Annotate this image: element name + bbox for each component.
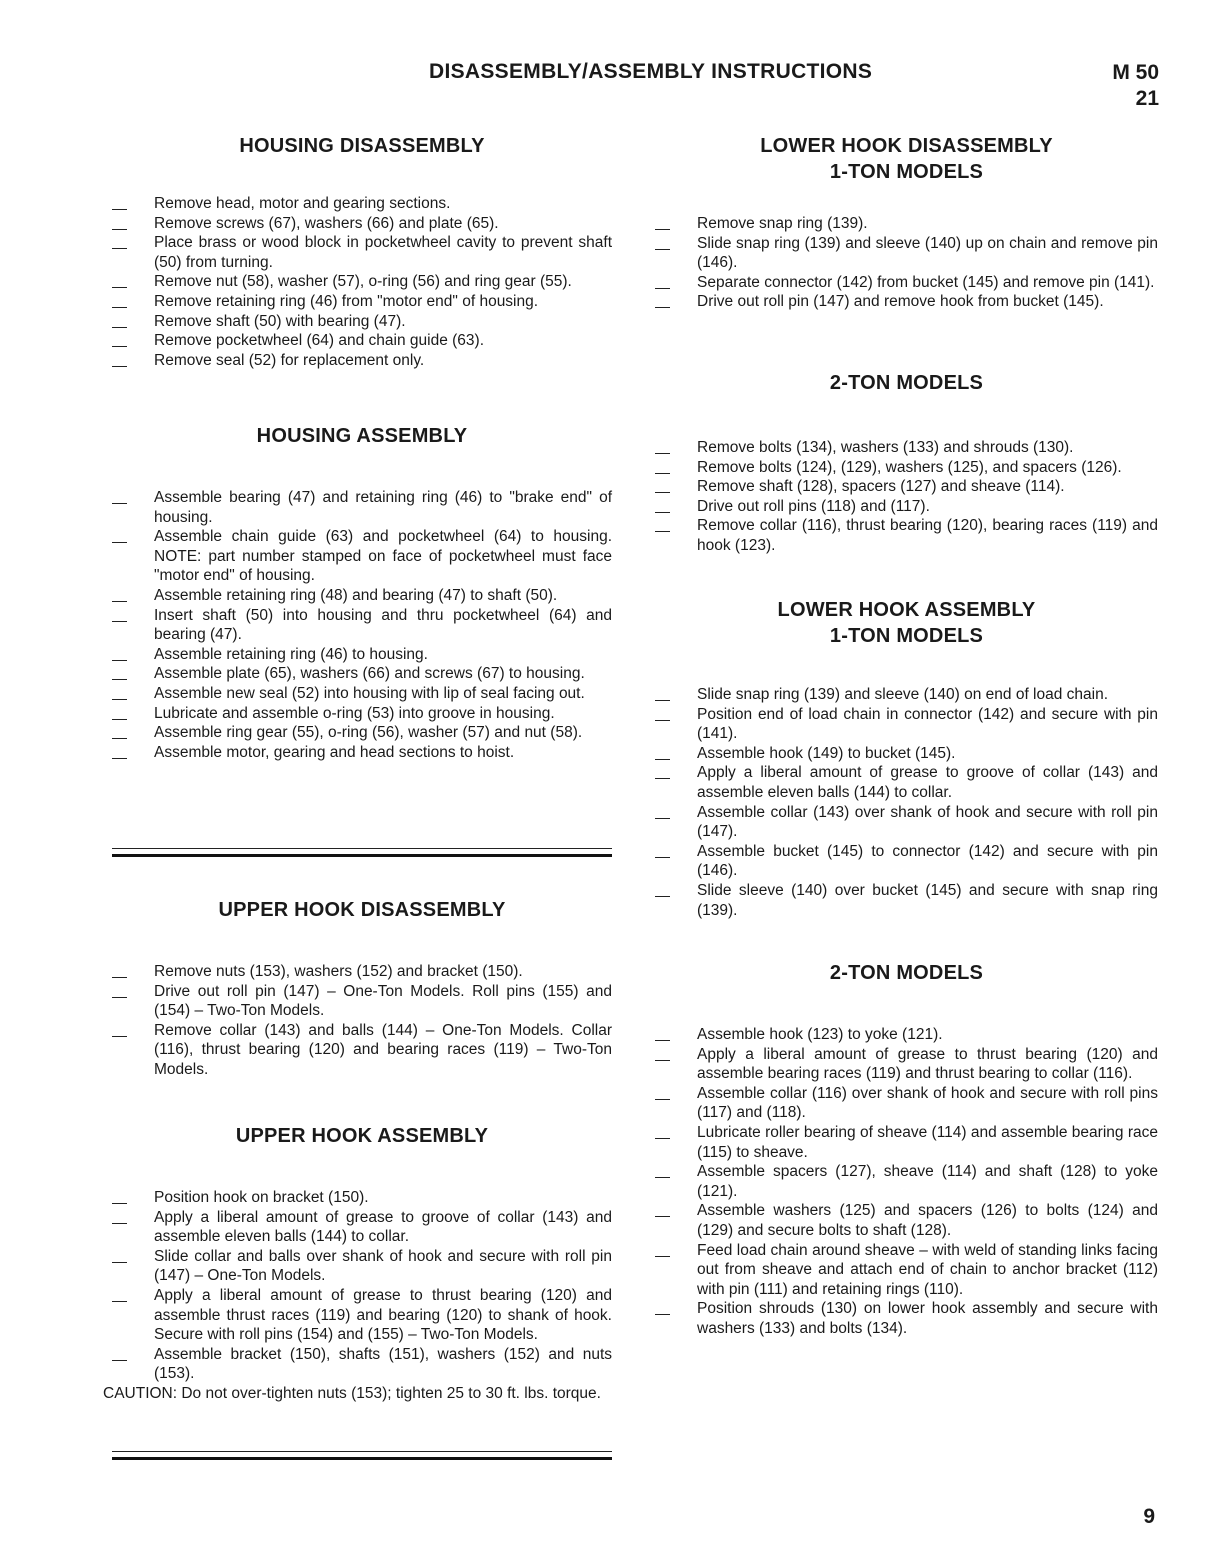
- list-item: Assemble hook (149) to bucket (145).: [655, 744, 1158, 764]
- section-heading: HOUSING DISASSEMBLY: [239, 135, 485, 157]
- checkbox-line: [112, 327, 127, 328]
- upper-hook-assembly-steps: [103, 1188, 612, 1404]
- list-item: Remove snap ring (139).: [655, 214, 1158, 234]
- lower-hook-assembly-steps: [655, 685, 1158, 920]
- list-item: Assemble washers (125) and spacers (126) to bolts (124) and (129) and secure bolts to shaft (128).: [655, 1201, 1158, 1240]
- checkbox-line: [112, 758, 127, 759]
- list-item: Remove screws (67), washers (66) and plate (65).: [112, 214, 612, 234]
- checkbox-line: [112, 1223, 127, 1224]
- list-item: Apply a liberal amount of grease to thrust bearing (120) and assemble thrust races (119) and bearing (120) to shank of hook. Secure with roll pins (154) and (155) – Two-Ton Models.: [112, 1286, 612, 1345]
- list-item: Slide snap ring (139) and sleeve (140) up on chain and remove pin (146).: [655, 234, 1158, 273]
- checkbox-line: [655, 1216, 670, 1217]
- lower-hook-disassembly-two-ton-steps: [655, 438, 1158, 556]
- section-number: 21: [1135, 87, 1159, 110]
- checkbox-line: [112, 977, 127, 978]
- section-heading: 2-TON MODELS: [829, 372, 984, 394]
- checkbox-line: [655, 700, 670, 701]
- list-item: Remove shaft (50) with bearing (47).: [112, 312, 612, 332]
- checkbox-line: [112, 997, 127, 998]
- list-item: Assemble motor, gearing and head sections to hoist.: [112, 743, 612, 763]
- checkbox-line: [655, 1040, 670, 1041]
- page-title: DISASSEMBLY/ASSEMBLY INSTRUCTIONS: [429, 60, 873, 83]
- list-item: Assemble retaining ring (48) and bearing (47) to shaft (50).: [112, 586, 612, 606]
- checkbox-line: [655, 818, 670, 819]
- checkbox-line: [655, 778, 670, 779]
- lower-hook-disassembly-two-ton-section: [655, 370, 1158, 396]
- list-item: Drive out roll pin (147) and remove hook from bucket (145).: [655, 292, 1158, 312]
- list-item: Slide sleeve (140) over bucket (145) and secure with snap ring (139).: [655, 881, 1158, 920]
- checkbox-line: [112, 719, 127, 720]
- lower-hook-assembly-section: [655, 597, 1158, 649]
- list-item: Assemble bearing (47) and retaining ring (46) to "brake end" of housing.: [112, 488, 612, 527]
- checkbox-line: [112, 542, 127, 543]
- checkbox-line: [655, 307, 670, 308]
- checkbox-line: [655, 857, 670, 858]
- list-item: Remove bolts (124), (129), washers (125), and spacers (126).: [655, 458, 1158, 478]
- list-item: Apply a liberal amount of grease to thrust bearing (120) and assemble bearing races (119) and thrust bearing to collar (116).: [655, 1045, 1158, 1084]
- checkbox-line: [112, 660, 127, 661]
- list-item: Position end of load chain in connector (142) and secure with pin (141).: [655, 705, 1158, 744]
- checkbox-line: [655, 531, 670, 532]
- list-item: Insert shaft (50) into housing and thru pocketwheel (64) and bearing (47).: [112, 606, 612, 645]
- checkbox-line: [112, 1203, 127, 1204]
- list-item: Position hook on bracket (150).: [112, 1188, 612, 1208]
- checkbox-line: [112, 1360, 127, 1361]
- list-item: Remove collar (143) and balls (144) – One-Ton Models. Collar (116), thrust bearing (120) and bearing races (119) – Two-Ton Models.: [112, 1021, 612, 1080]
- list-item: Assemble collar (116) over shank of hook and secure with roll pins (117) and (118).: [655, 1084, 1158, 1123]
- checkbox-line: [655, 492, 670, 493]
- checkbox-line: [112, 287, 127, 288]
- section-divider: [112, 848, 612, 857]
- checkbox-line: [655, 896, 670, 897]
- list-item: Remove collar (116), thrust bearing (120), bearing races (119) and hook (123).: [655, 516, 1158, 555]
- checkbox-line: [112, 366, 127, 367]
- model-label: M 50: [1112, 61, 1159, 84]
- list-item: Assemble spacers (127), sheave (114) and shaft (128) to yoke (121).: [655, 1162, 1158, 1201]
- list-item: Apply a liberal amount of grease to groove of collar (143) and assemble eleven balls (144) to collar.: [112, 1208, 612, 1247]
- list-item: Lubricate and assemble o-ring (53) into groove in housing.: [112, 704, 612, 724]
- checkbox-line: [112, 307, 127, 308]
- list-item: Assemble collar (143) over shank of hook and secure with roll pin (147).: [655, 803, 1158, 842]
- section-heading: LOWER HOOK DISASSEMBLY: [760, 135, 1053, 157]
- checkbox-line: [112, 503, 127, 504]
- list-item: Assemble ring gear (55), o-ring (56), washer (57) and nut (58).: [112, 723, 612, 743]
- upper-hook-disassembly-steps: [112, 962, 612, 1080]
- checkbox-line: [655, 249, 670, 250]
- lower-hook-assembly-two-ton-section: [655, 960, 1158, 986]
- lower-hook-assembly-two-ton-steps: [655, 1025, 1158, 1339]
- upper-hook-disassembly-section: [112, 897, 612, 923]
- list-item: Drive out roll pins (118) and (117).: [655, 497, 1158, 517]
- housing-assembly-section: [112, 423, 612, 449]
- checkbox-line: [655, 288, 670, 289]
- checkbox-line: [655, 1256, 670, 1257]
- checkbox-line: [655, 453, 670, 454]
- list-item: Assemble bucket (145) to connector (142) and secure with pin (146).: [655, 842, 1158, 881]
- list-item: Slide snap ring (139) and sleeve (140) on end of load chain.: [655, 685, 1158, 705]
- section-heading: UPPER HOOK ASSEMBLY: [235, 1125, 489, 1147]
- lower-hook-disassembly-section: [655, 133, 1158, 185]
- checkbox-line: [655, 1138, 670, 1139]
- list-item: Slide collar and balls over shank of hook and secure with roll pin (147) – One-Ton Models.: [112, 1247, 612, 1286]
- checkbox-line: [112, 738, 127, 739]
- checkbox-line: [655, 1177, 670, 1178]
- checkbox-line: [112, 209, 127, 210]
- list-item: Feed load chain around sheave – with weld of standing links facing out from sheave and attach end of chain to anchor bracket (112) with pin (111) and retaining rings (110).: [655, 1241, 1158, 1300]
- housing-disassembly-steps: [112, 194, 612, 370]
- list-item: Remove bolts (134), washers (133) and shrouds (130).: [655, 438, 1158, 458]
- section-heading: HOUSING ASSEMBLY: [256, 425, 468, 447]
- list-item: Remove shaft (128), spacers (127) and sheave (114).: [655, 477, 1158, 497]
- caution-note: CAUTION: Do not over-tighten nuts (153); tighten 25 to 30 ft. lbs. torque.: [103, 1384, 601, 1402]
- checkbox-line: [112, 248, 127, 249]
- page-number: 9: [1143, 1505, 1155, 1528]
- checkbox-line: [655, 759, 670, 760]
- list-item: Apply a liberal amount of grease to groove of collar (143) and assemble eleven balls (144) to collar.: [655, 763, 1158, 802]
- checkbox-line: [112, 229, 127, 230]
- list-item: Place brass or wood block in pocketwheel cavity to prevent shaft (50) from turning.: [112, 233, 612, 272]
- list-item: Assemble chain guide (63) and pocketwheel (64) to housing. NOTE: part number stamped on face of pocketwheel must face "motor end" of housing.: [112, 527, 612, 586]
- list-item: Drive out roll pin (147) – One-Ton Models. Roll pins (155) and (154) – Two-Ton Models.: [112, 982, 612, 1021]
- list-item: Separate connector (142) from bucket (145) and remove pin (141).: [655, 273, 1158, 293]
- list-item: Assemble hook (123) to yoke (121).: [655, 1025, 1158, 1045]
- checkbox-line: [112, 1262, 127, 1263]
- list-item: Remove nut (58), washer (57), o-ring (56) and ring gear (55).: [112, 272, 612, 292]
- upper-hook-assembly-section: [112, 1123, 612, 1149]
- list-item: Lubricate roller bearing of sheave (114) and assemble bearing race (115) to sheave.: [655, 1123, 1158, 1162]
- list-item: Assemble plate (65), washers (66) and screws (67) to housing.: [112, 664, 612, 684]
- list-item: Assemble retaining ring (46) to housing.: [112, 645, 612, 665]
- section-heading: UPPER HOOK DISASSEMBLY: [218, 899, 506, 921]
- list-item: Remove head, motor and gearing sections.: [112, 194, 612, 214]
- section-heading: 2-TON MODELS: [829, 962, 984, 984]
- checkbox-line: [655, 1060, 670, 1061]
- lower-hook-disassembly-steps: [655, 214, 1158, 312]
- model-code: [1112, 60, 1159, 112]
- section-divider: [112, 1451, 612, 1460]
- list-item: Assemble bracket (150), shafts (151), washers (152) and nuts (153).: [112, 1345, 612, 1384]
- checkbox-line: [655, 473, 670, 474]
- section-heading: LOWER HOOK ASSEMBLY: [777, 599, 1036, 621]
- checkbox-line: [655, 1099, 670, 1100]
- section-subheading: 1-TON MODELS: [829, 161, 984, 183]
- housing-assembly-steps: [112, 488, 612, 762]
- checkbox-line: [112, 699, 127, 700]
- checkbox-line: [655, 720, 670, 721]
- checkbox-line: [655, 512, 670, 513]
- checkbox-line: [112, 346, 127, 347]
- list-item: Remove seal (52) for replacement only.: [112, 351, 612, 371]
- list-item: Position shrouds (130) on lower hook assembly and secure with washers (133) and bolts (134).: [655, 1299, 1158, 1338]
- checkbox-line: [112, 1301, 127, 1302]
- checkbox-line: [112, 679, 127, 680]
- list-item: Assemble new seal (52) into housing with lip of seal facing out.: [112, 684, 612, 704]
- list-item: Remove pocketwheel (64) and chain guide (63).: [112, 331, 612, 351]
- list-item: Remove nuts (153), washers (152) and bracket (150).: [112, 962, 612, 982]
- housing-disassembly-section: [112, 133, 612, 159]
- checkbox-line: [655, 229, 670, 230]
- checkbox-line: [112, 1036, 127, 1037]
- checkbox-line: [112, 601, 127, 602]
- checkbox-line: [655, 1314, 670, 1315]
- list-item: Remove retaining ring (46) from "motor end" of housing.: [112, 292, 612, 312]
- section-subheading: 1-TON MODELS: [829, 625, 984, 647]
- checkbox-line: [112, 621, 127, 622]
